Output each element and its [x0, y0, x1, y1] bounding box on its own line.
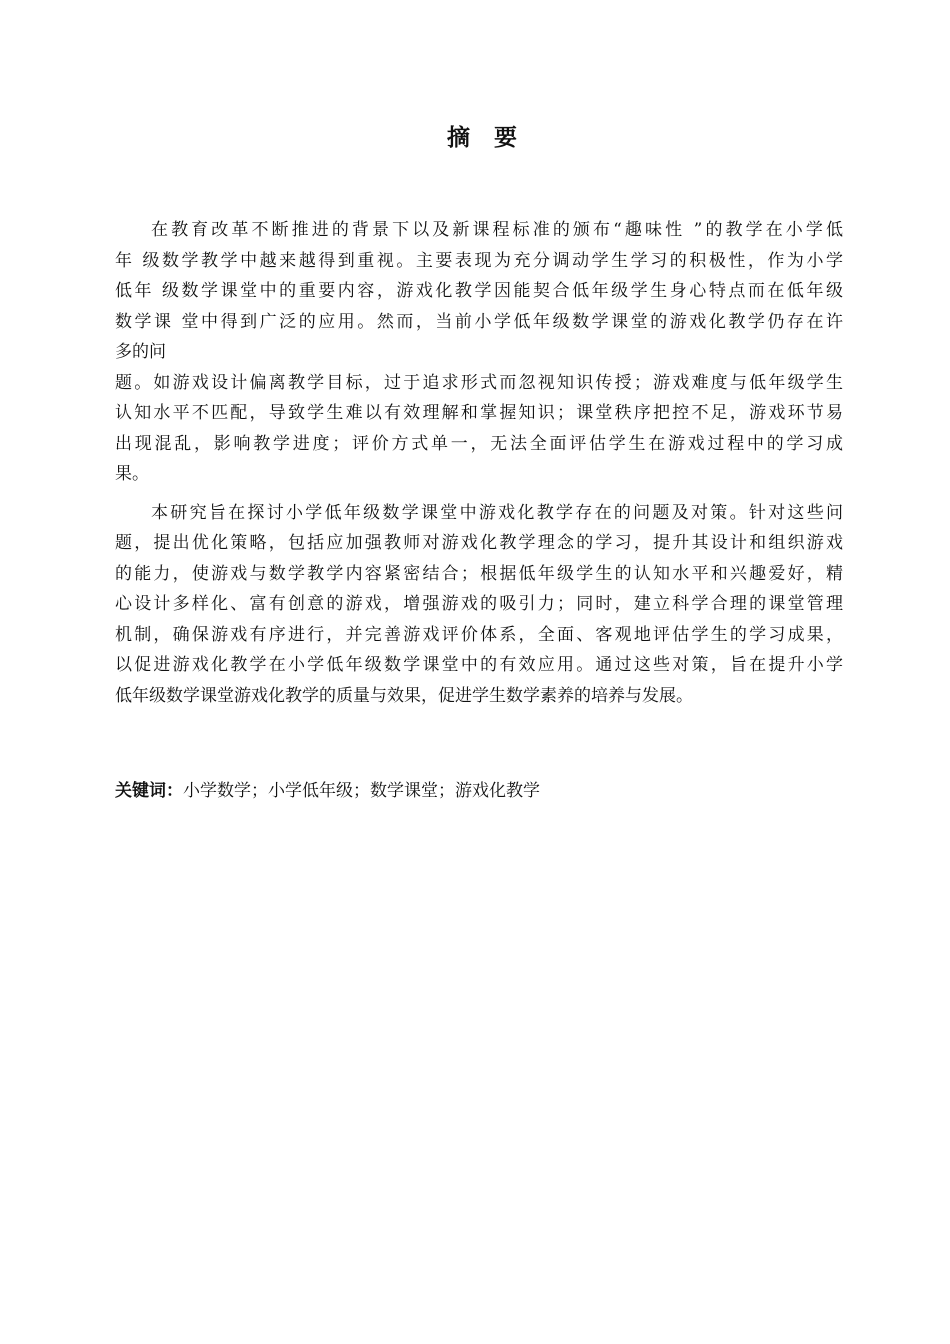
- paragraph-line: 机制，确保游戏有序进行，并完善游戏评价体系，全面、客观地评估学生的学习成果，: [115, 624, 843, 645]
- paragraph-line: 年 级数学教学中越来越得到重视。主要表现为充分调动学生学习的积极性，作为小学: [115, 250, 843, 271]
- keywords-line: [115, 776, 540, 806]
- abstract-title: [0, 121, 950, 155]
- paragraph-line: 认知水平不匹配，导致学生难以有效理解和掌握知识；课堂秩序把控不足，游戏环节易: [115, 403, 843, 423]
- paragraph-line: 数学课 堂中得到广泛的应用。然而，当前小学低年级数学课堂的游戏化教学仍存在许: [115, 311, 843, 332]
- paragraph-line: 以促进游戏化教学在小学低年级数学课堂中的有效应用。通过这些对策，旨在提升小学: [115, 655, 843, 675]
- paragraph-line: 的能力，使游戏与数学教学内容紧密结合；根据低年级学生的认知水平和兴趣爱好，精: [115, 563, 843, 584]
- paragraph-line: 低年 级数学课堂中的重要内容，游戏化教学因能契合低年级学生身心特点而在低年级: [115, 281, 843, 301]
- paragraph-line: 低年级数学课堂游戏化教学的质量与效果，促进学生数学素养的培养与发展。: [115, 685, 693, 706]
- paragraph-line: 题，提出优化策略，包括应加强教师对游戏化教学理念的学习，提升其设计和组织游戏: [115, 533, 843, 553]
- abstract-paragraph-2: [115, 498, 843, 712]
- paragraph-line: 在教育改革不断推进的背景下以及新课程标准的颁布“趣味性 ”的教学在小学低: [151, 220, 843, 240]
- paragraph-line: 出现混乱，影响教学进度；评价方式单一，无法全面评估学生在游戏过程中的学习成: [115, 433, 843, 454]
- paragraph-line: 多的问: [115, 342, 166, 362]
- title-char-2: 要: [494, 125, 519, 151]
- paragraph-line: 题。如游戏设计偏离教学目标，过于追求形式而忽视知识传授；游戏难度与低年级学生: [115, 372, 843, 393]
- abstract-body: [115, 215, 843, 711]
- paragraph-line: 心设计多样化、富有创意的游戏，增强游戏的吸引力；同时，建立科学合理的课堂管理: [115, 594, 843, 614]
- paragraph-line: 本研究旨在探讨小学低年级数学课堂中游戏化教学存在的问题及对策。针对这些问: [151, 502, 843, 523]
- abstract-paragraph-1: [115, 215, 843, 490]
- title-char-1: 摘: [447, 125, 472, 151]
- paragraph-line: 果。: [115, 464, 149, 484]
- keywords-text: 小学数学；小学低年级；数学课堂；游戏化教学: [183, 781, 540, 801]
- keywords-label: 关键词：: [115, 781, 183, 801]
